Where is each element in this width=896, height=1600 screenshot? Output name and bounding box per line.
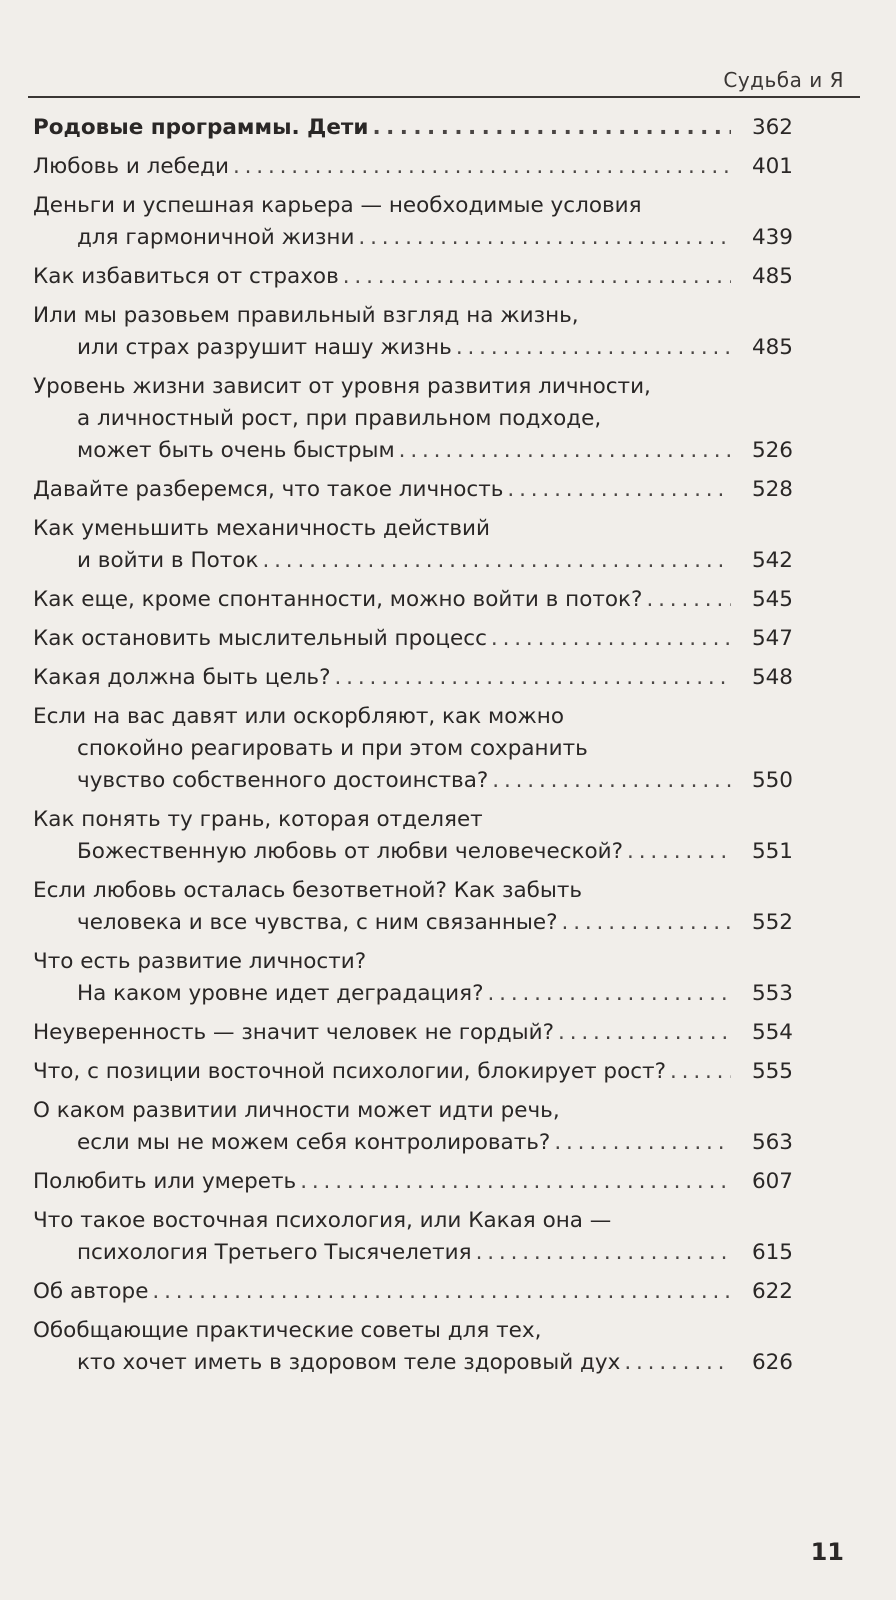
toc-entry-title: Как уменьшить механичность действий (33, 516, 491, 541)
dot-leader (358, 222, 731, 254)
toc-page-number: 528 (751, 477, 793, 502)
toc-entry-line (33, 403, 793, 435)
toc-page-number: 439 (751, 225, 793, 250)
dot-leader (152, 1276, 731, 1308)
toc-entry (33, 946, 793, 1010)
dot-leader (670, 1056, 731, 1088)
toc-entry-line (33, 300, 793, 332)
toc-entry-title: Если на вас давят или оскорбляют, как можно (33, 704, 564, 729)
dot-leader (558, 1017, 731, 1049)
toc-entry-title: Родовые программы. Дети (33, 115, 369, 140)
toc-entry-line (33, 1127, 793, 1159)
running-head: Судьба и Я (723, 68, 844, 92)
toc-entry-line (33, 701, 793, 733)
page-number: 11 (810, 1538, 844, 1566)
toc-entry (33, 371, 793, 467)
toc-entry (33, 701, 793, 797)
dot-leader (492, 765, 731, 797)
toc-entry-line (33, 1056, 793, 1088)
toc-entry-line (33, 733, 793, 765)
toc-entry (33, 1276, 793, 1308)
toc-entry-line (33, 662, 793, 694)
toc-entry (33, 190, 793, 254)
toc-page-number: 550 (751, 768, 793, 793)
toc-entry (33, 1205, 793, 1269)
toc-page-number: 607 (751, 1169, 793, 1194)
toc-page-number: 615 (751, 1240, 793, 1265)
toc-entry-line (33, 151, 793, 183)
toc-entry-line (33, 1017, 793, 1049)
toc-entry-line (33, 1237, 793, 1269)
toc-entry-title: Деньги и успешная карьера — необходимые условия (33, 193, 642, 218)
toc-entry-title: а личностный рост, при правильном подходе, (77, 406, 602, 431)
toc-page-number: 548 (751, 665, 793, 690)
toc-entry-title: спокойно реагировать и при этом сохранить (77, 736, 588, 761)
toc-entry-title: Уровень жизни зависит от уровня развития личности, (33, 374, 651, 399)
toc-page-number: 563 (751, 1130, 793, 1155)
toc-entry-line (33, 435, 793, 467)
toc-entry-line (33, 513, 793, 545)
toc-entry-line (33, 584, 793, 616)
toc-entry-line (33, 978, 793, 1010)
dot-leader (343, 261, 731, 293)
toc-page-number: 554 (751, 1020, 793, 1045)
toc-entry (33, 1315, 793, 1379)
toc-page-number: 401 (751, 154, 793, 179)
toc-entry-title: Неуверенность — значит человек не гордый? (33, 1020, 555, 1045)
toc-entry-line (33, 946, 793, 978)
toc-page-number: 526 (751, 438, 793, 463)
toc-entry-title: Обобщающие практические советы для тех, (33, 1318, 542, 1343)
dot-leader (491, 623, 731, 655)
dot-leader (476, 1237, 731, 1269)
toc-entry-line (33, 474, 793, 506)
toc-page-number: 545 (751, 587, 793, 612)
toc-entry (33, 1095, 793, 1159)
toc-entry-line (33, 190, 793, 222)
toc-entry (33, 584, 793, 616)
dot-leader (624, 1347, 731, 1379)
toc-page-number: 555 (751, 1059, 793, 1084)
dot-leader (646, 584, 731, 616)
dot-leader (300, 1166, 731, 1198)
toc-entry-line (33, 623, 793, 655)
toc-entry-line (33, 765, 793, 797)
dot-leader (372, 112, 731, 144)
dot-leader (335, 662, 731, 694)
toc-entry-line (33, 545, 793, 577)
toc-entry (33, 623, 793, 655)
toc-entry-title: Об авторе (33, 1279, 149, 1304)
toc-entry (33, 261, 793, 293)
toc-entry-line (33, 836, 793, 868)
toc-page-number: 553 (751, 981, 793, 1006)
dot-leader (627, 836, 731, 868)
header-rule (28, 96, 860, 98)
toc-entry-title: если мы не можем себя контролировать? (77, 1130, 551, 1155)
toc-entry-title: Или мы разовьем правильный взгляд на жизнь, (33, 303, 579, 328)
toc-entry-title: Что, с позиции восточной психологии, блокирует рост? (33, 1059, 666, 1084)
toc-entry (33, 151, 793, 183)
dot-leader (487, 978, 731, 1010)
toc-entry-title: Как еще, кроме спонтанности, можно войти в поток? (33, 587, 643, 612)
toc-entry-title: Что такое восточная психология, или Какая она — (33, 1208, 612, 1233)
toc-entry-title: и войти в Поток (77, 548, 259, 573)
toc-entry-title: Полюбить или умереть (33, 1169, 297, 1194)
toc-entry-line (33, 1347, 793, 1379)
toc-entry-line (33, 1095, 793, 1127)
toc-page-number: 485 (751, 335, 793, 360)
toc-entry-title: психология Третьего Тысячелетия (77, 1240, 472, 1265)
toc-entry (33, 662, 793, 694)
toc-entry-line (33, 112, 793, 144)
toc-entry (33, 1056, 793, 1088)
toc-entry (33, 1017, 793, 1049)
dot-leader (507, 474, 731, 506)
toc-entry-line (33, 1205, 793, 1237)
toc-page-number: 362 (751, 115, 793, 140)
toc-entry-title: Как понять ту грань, которая отделяет (33, 807, 483, 832)
toc-entry-title: Что есть развитие личности? (33, 949, 367, 974)
toc-entry-title: Если любовь осталась безответной? Как забыть (33, 878, 583, 903)
dot-leader (456, 332, 731, 364)
toc-entry-line (33, 1276, 793, 1308)
toc-entry-title: может быть очень быстрым (77, 438, 395, 463)
toc-entry-title: На каком уровне идет деградация? (77, 981, 484, 1006)
toc-entry-title: Божественную любовь от любви человеческой? (77, 839, 624, 864)
toc-entry-title: Как остановить мыслительный процесс (33, 626, 487, 651)
toc-entry-title: Любовь и лебеди (33, 154, 229, 179)
toc-entry (33, 112, 793, 144)
toc-entry-title: человека и все чувства, с ним связанные? (77, 910, 558, 935)
toc-page-number: 552 (751, 910, 793, 935)
toc-page-number: 551 (751, 839, 793, 864)
toc-entry-line (33, 332, 793, 364)
dot-leader (562, 907, 731, 939)
toc-entry (33, 513, 793, 577)
toc-entry-title: Как избавиться от страхов (33, 264, 339, 289)
toc-entry-title: чувство собственного достоинства? (77, 768, 489, 793)
toc-entry-title: для гармоничной жизни (77, 225, 355, 250)
toc-entry-line (33, 261, 793, 293)
toc-entry (33, 804, 793, 868)
toc-entry-line (33, 1315, 793, 1347)
toc-page-number: 542 (751, 548, 793, 573)
toc-entry (33, 1166, 793, 1198)
dot-leader (233, 151, 731, 183)
toc-entry-line (33, 804, 793, 836)
toc-page-number: 485 (751, 264, 793, 289)
dot-leader (554, 1127, 731, 1159)
toc-page-number: 547 (751, 626, 793, 651)
toc-entry-title: или страх разрушит нашу жизнь (77, 335, 452, 360)
toc-entry (33, 474, 793, 506)
toc-entry-title: Давайте разберемся, что такое личность (33, 477, 504, 502)
toc-entry-line (33, 371, 793, 403)
toc-page-number: 622 (751, 1279, 793, 1304)
toc-entry (33, 875, 793, 939)
table-of-contents (33, 112, 793, 1386)
toc-entry-line (33, 907, 793, 939)
toc-entry (33, 300, 793, 364)
dot-leader (399, 435, 731, 467)
toc-entry-title: О каком развитии личности может идти речь, (33, 1098, 560, 1123)
dot-leader (262, 545, 731, 577)
toc-entry-line (33, 1166, 793, 1198)
toc-entry-title: кто хочет иметь в здоровом теле здоровый дух (77, 1350, 621, 1375)
toc-entry-line (33, 222, 793, 254)
toc-entry-line (33, 875, 793, 907)
toc-entry-title: Какая должна быть цель? (33, 665, 331, 690)
toc-page-number: 626 (751, 1350, 793, 1375)
